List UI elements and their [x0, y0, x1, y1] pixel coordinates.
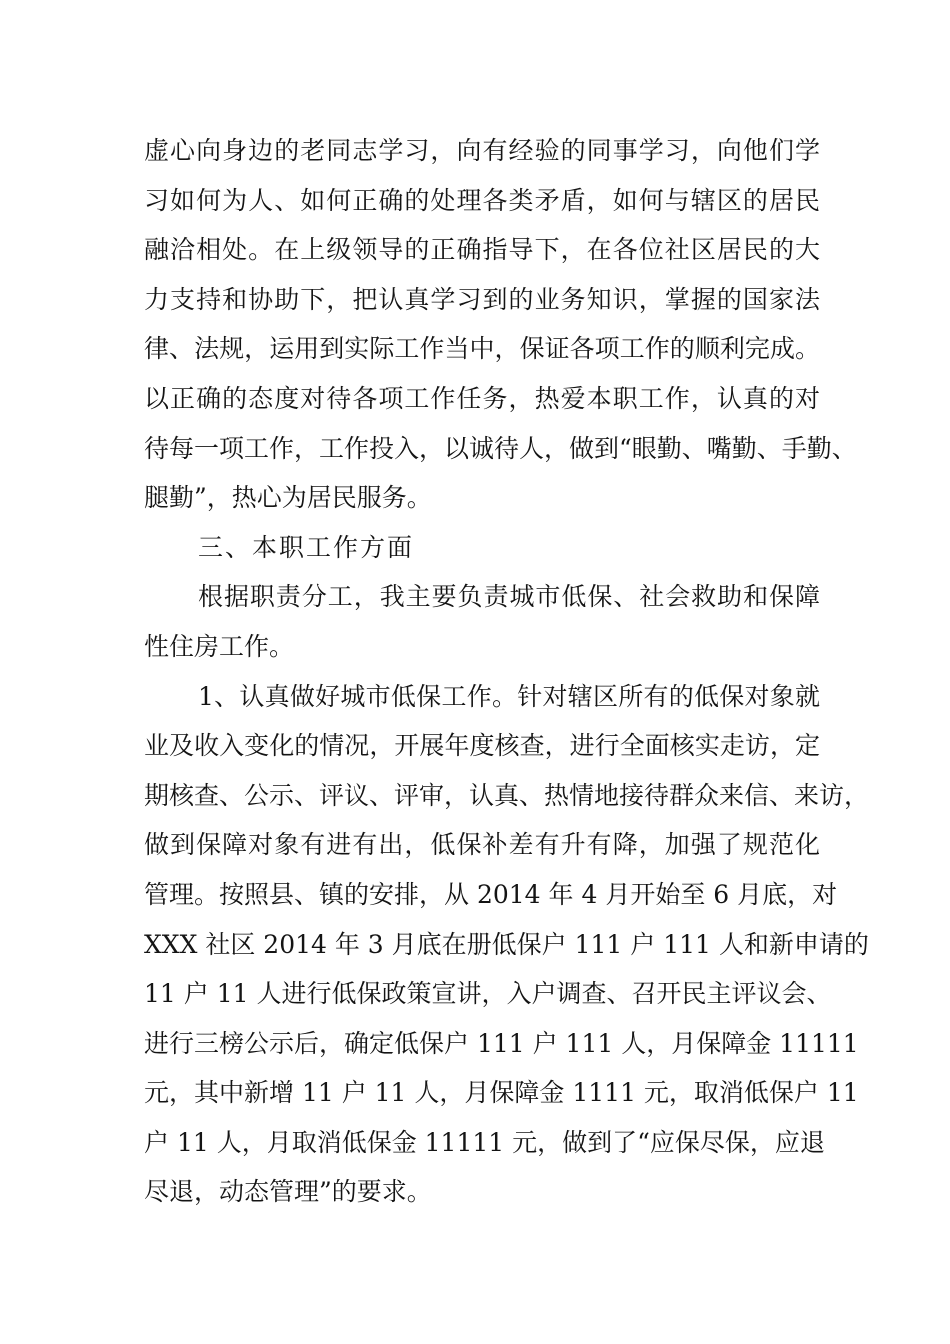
text-line: 元，其中新增 11 户 11 人，月保障金 1111 元，取消低保户 11 [144, 1078, 859, 1108]
text-line: 11 户 11 人进行低保政策宣讲，入户调查、召开民主评议会、 [144, 979, 832, 1009]
text-line: 融洽相处。在上级领导的正确指导下，在各位社区居民的大 [144, 235, 820, 265]
document-body [144, 126, 870, 1217]
text-line: 进行三榜公示后，确定低保户 111 户 111 人，月保障金 11111 [144, 1028, 859, 1058]
text-line: 腿勤”，热心为居民服务。 [144, 483, 432, 513]
paragraph-personal-conduct [144, 126, 857, 523]
text-line: 户 11 人，月取消低保金 11111 元，做到了“应保尽保，应退 [144, 1127, 825, 1157]
text-line: 业及收入变化的情况，开展年度核查，进行全面核实走访，定 [144, 731, 820, 761]
text-line: 习如何为人、如何正确的处理各类矛盾，如何与辖区的居民 [144, 185, 820, 215]
text-line: 管理。按照县、镇的安排，从 2014 年 4 月开始至 6 月底，对 [144, 879, 838, 909]
paragraph-responsibilities [144, 572, 820, 671]
text-line: 力支持和协助下，把认真学习到的业务知识，掌握的国家法 [144, 284, 820, 314]
text-line: 期核查、公示、评议、评审，认真、热情地接待群众来信、来访， [144, 780, 870, 810]
text-line: 尽退，动态管理”的要求。 [144, 1177, 432, 1207]
text-line: 做到保障对象有进有出，低保补差有升有降，加强了规范化 [144, 830, 820, 860]
text-line: XXX 社区 2014 年 3 月底在册低保户 111 户 111 人和新申请的 [144, 929, 869, 959]
text-line: 性住房工作。 [144, 631, 295, 661]
paragraph-low-income-work [144, 672, 870, 1218]
section-heading: 三、本职工作方面 [198, 532, 415, 562]
text-line: 以正确的态度对待各项工作任务，热爱本职工作，认真的对 [144, 383, 820, 413]
text-line: 待每一项工作，工作投入，以诚待人，做到“眼勤、嘴勤、手勤、 [144, 433, 857, 463]
text-line: 虚心向身边的老同志学习，向有经验的同事学习，向他们学 [144, 136, 820, 165]
text-line: 律、法规，运用到实际工作当中，保证各项工作的顺利完成。 [144, 334, 820, 364]
text-line: 根据职责分工，我主要负责城市低保、社会救助和保障 [198, 582, 820, 612]
text-line: 1、认真做好城市低保工作。针对辖区所有的低保对象就 [198, 681, 820, 711]
